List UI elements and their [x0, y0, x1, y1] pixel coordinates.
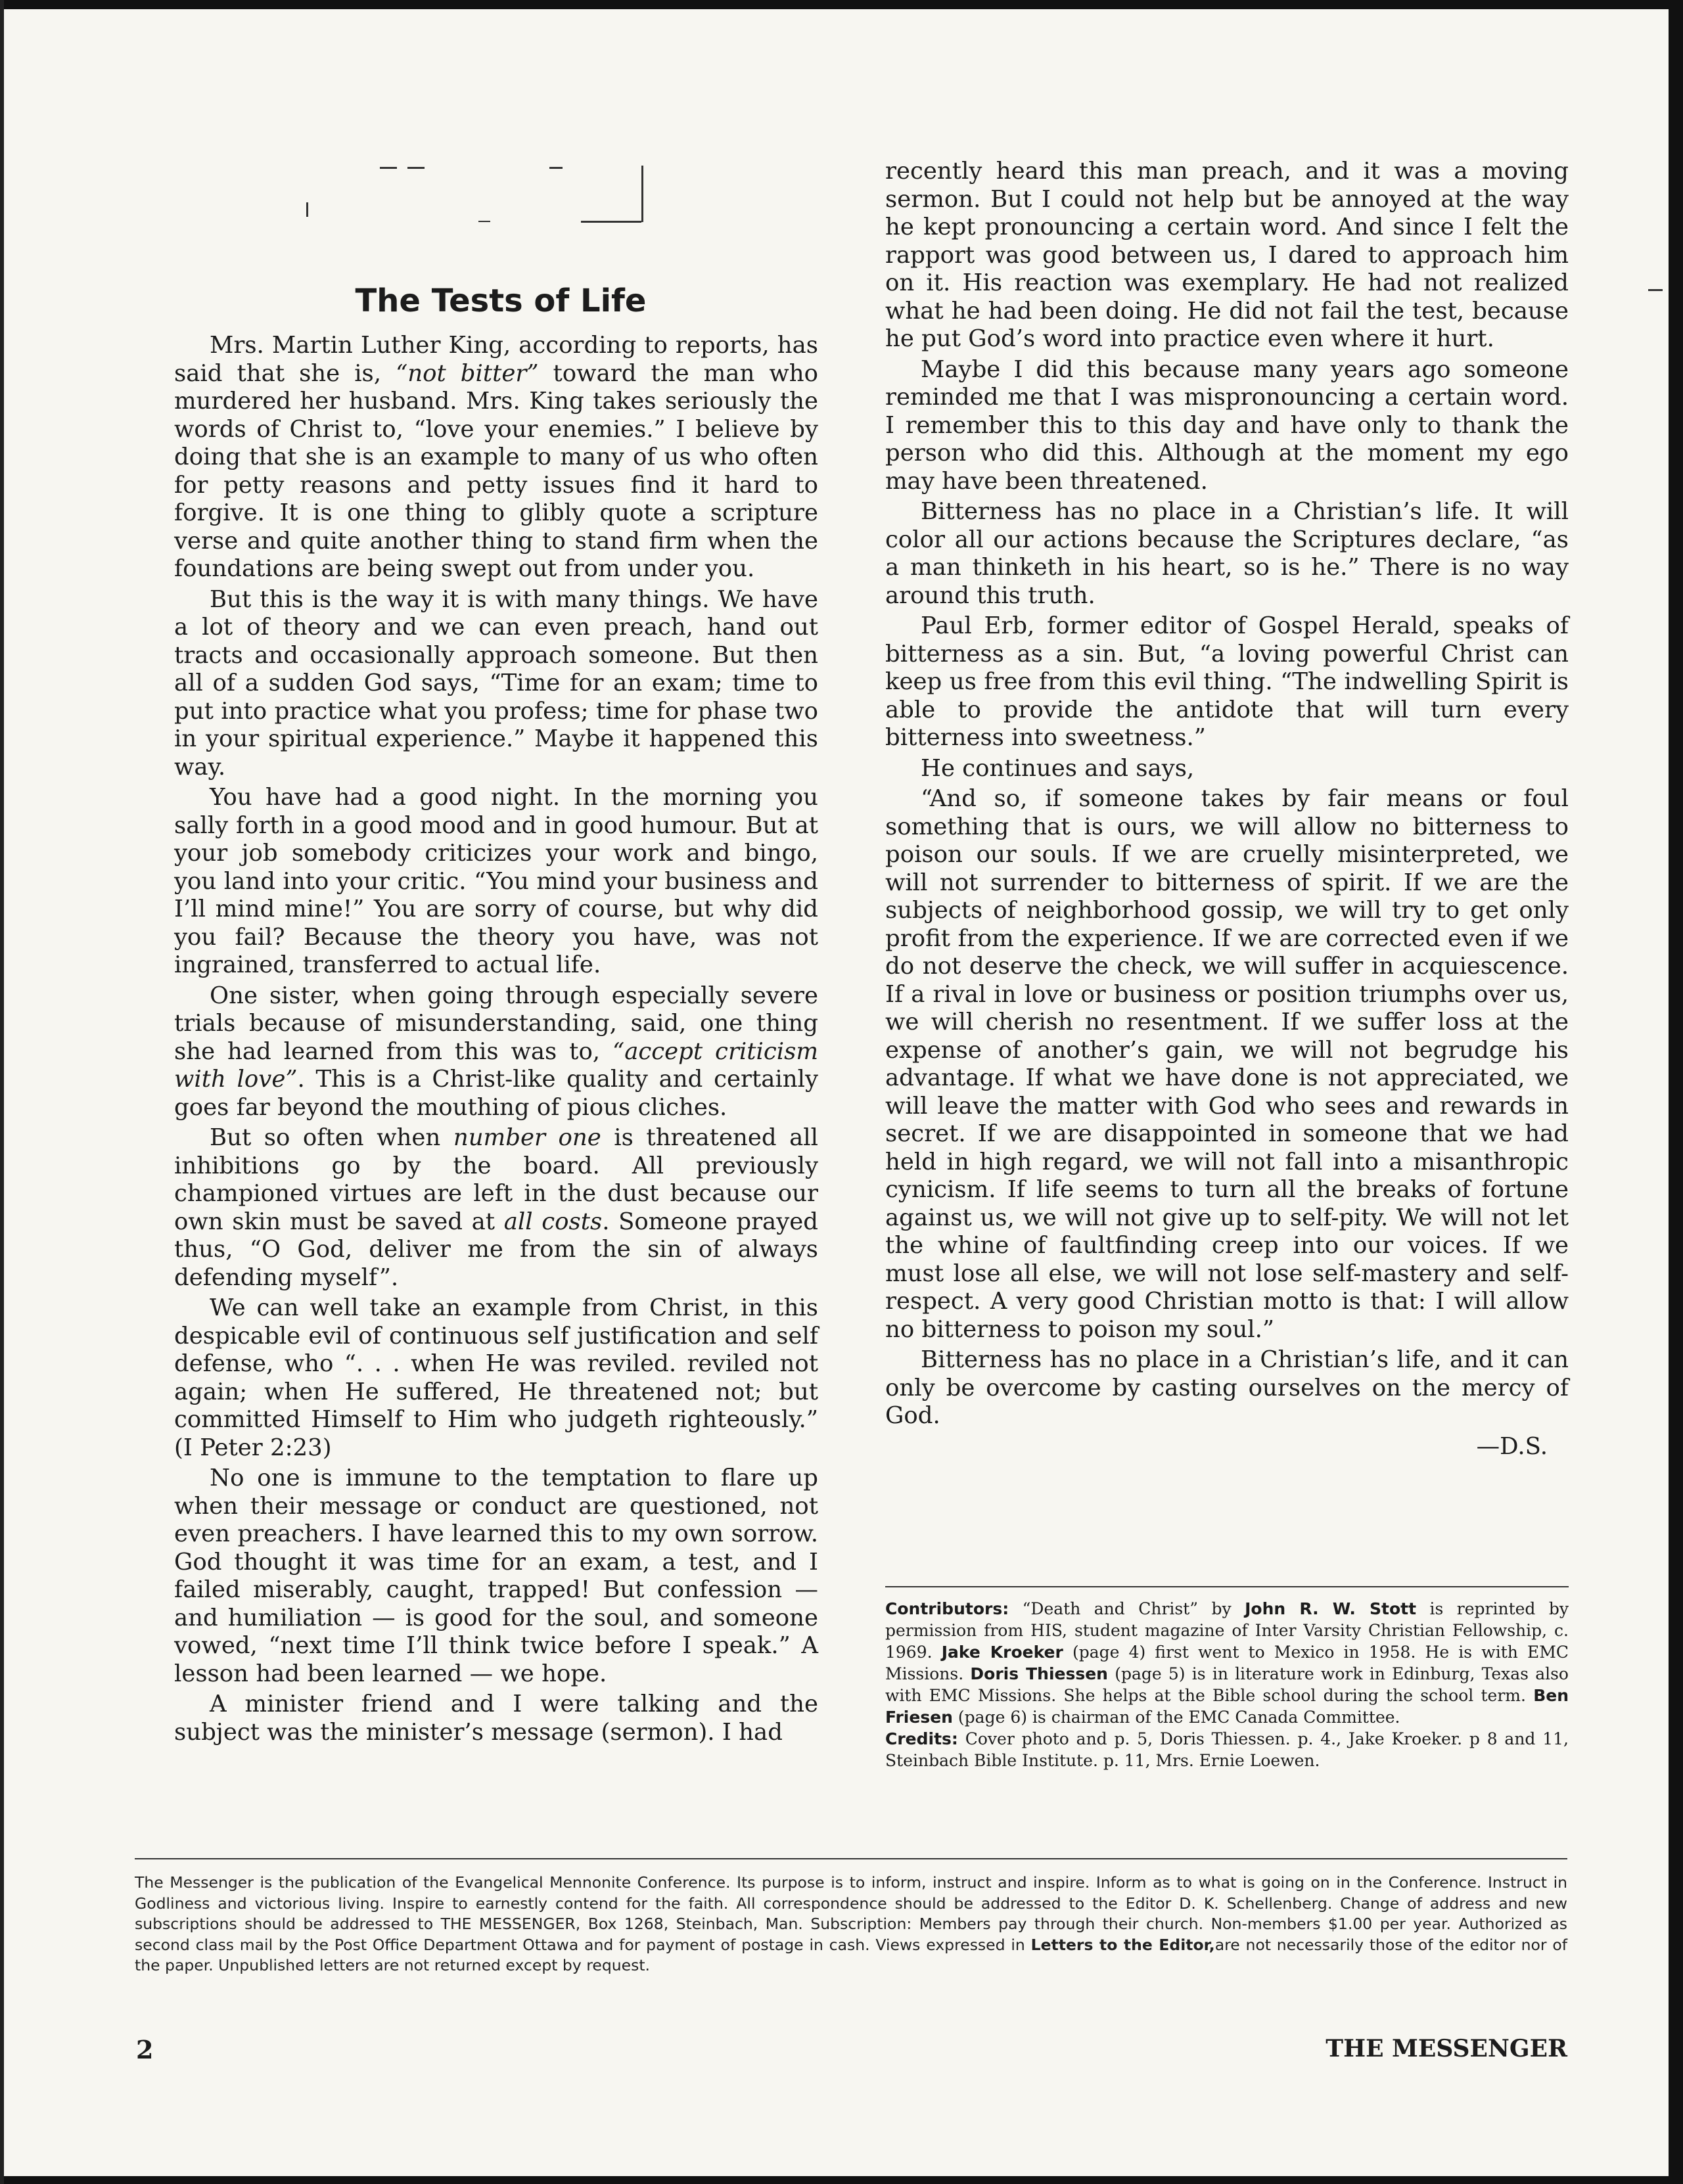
publication-footer	[135, 1873, 1567, 1976]
block-quote	[885, 785, 1569, 1344]
article-paragraph: recently heard this man preach, and it was a moving sermon. But I could not help but be annoyed at the way he kept pronouncing a certain word. And since I felt the rapport was good between us, I dared to approach him on it. His reaction was exemplary. He had not realized what he had been doing. He did not fail the test, because he put God’s word into practice even where it hurt.	[885, 158, 1569, 352]
scan-mark	[1648, 289, 1663, 291]
article-paragraph: One sister, when going through especially severe trials because of misunderstanding, said, one thing she had learned from this was to, “accept criticism with love”. This is a Christ-like quality and certainly goes far beyond the mouthing of pious cliches.	[174, 982, 819, 1121]
notes-divider	[885, 1586, 1569, 1587]
masthead-text: The Messenger is the publication of the Evangelical Mennonite Conference. Its purpose is to inform, instruct and inspire. Inform as to what is going on in the Conference. Instruct in Godliness and victorious living. Inspire to earnestly contend for the faith. All correspondence should be addressed to the Editor D. K. Schellenberg. Change of address and new subscriptions should be addressed to THE MESSENGER, Box 1268, Steinbach, Man. Subscription: Members pay through their church. Non-members $1.00 per year. Authorized as second class mail by the Post Office Department Ottawa and for payment of postage in cash. Views expressed in Letters to the Editor,are not necessarily those of the editor nor of the paper. Unpublished letters are not returned except by request.	[135, 1873, 1567, 1974]
article-title: The Tests of Life	[355, 283, 647, 319]
scan-mark	[306, 202, 308, 217]
article-paragraph: Bitterness has no place in a Christian’s life. It will color all our actions because the Scriptures declare, “as a man thinketh in his heart, so is he.” There is no way around this truth.	[885, 498, 1569, 609]
page-number: 2	[136, 2035, 154, 2064]
article-paragraph: No one is immune to the temptation to flare up when their message or conduct are questioned, not even preachers. I have learned this to my own sorrow. God thought it was time for an exam, a test, and I failed miserably, caught, trapped! But confession — and humiliation — is good for the soul, and someone vowed, “next time I’ll think twice before I speak.” A lesson had been learned — we hope.	[174, 1465, 818, 1687]
article-left-column	[174, 332, 818, 1749]
article-paragraph: Mrs. Martin Luther King, according to reports, has said that she is, “not bitter” toward the man who murdered her husband. Mrs. King takes seriously the words of Christ to, “love your enemies.” I believe by doing that she is an example to many of us who often for petty reasons and petty issues find it hard to forgive. It is one thing to glibly quote a scripture verse and quite another thing to stand firm when the foundations are being swept out from under you.	[174, 332, 818, 582]
contributors-note: Contributors: “Death and Christ” by John R. W. Stott is reprinted by permission from HIS, student magazine of Inter Varsity Christian Fellowship, c. 1969. Jake Kroeker (page 4) first went to Mexico in 1958. He is with EMC Missions. Doris Thiessen (page 5) is in literature work in Edinburg, Texas also with EMC Missions. She helps at the Bible school during the school term. Ben Friesen (page 6) is chairman of the EMC Canada Committee.	[885, 1599, 1569, 1727]
scan-border-right	[1669, 0, 1683, 2184]
scan-border-bottom	[0, 2176, 1683, 2184]
contributors-credits	[885, 1598, 1569, 1771]
article-paragraph: Maybe I did this because many years ago someone reminded me that I was mispronouncing a certain word. I remember this to this day and have only to thank the person who did this. Although at the moment my ego may have been threatened.	[885, 355, 1569, 495]
scan-mark	[478, 221, 490, 222]
scan-border-top	[0, 0, 1683, 9]
article-right-column	[885, 158, 1569, 1463]
article-paragraph: We can well take an example from Christ, in this despicable evil of continuous self justification and self defense, who “. . . when He was reviled. reviled not again; when He suffered, He threatened not; but committed Himself to Him who judgeth righteously.” (I Peter 2:23)	[174, 1294, 818, 1461]
article-paragraph: But so often when number one is threatened all inhibitions go by the board. All previously championed virtues are left in the dust because our own skin must be saved at all costs. Someone prayed thus, “O God, deliver me from the sin of always defending myself”.	[174, 1124, 819, 1291]
publication-name: THE MESSENGER	[1326, 2035, 1567, 2062]
article-paragraph: He continues and says,	[921, 754, 1195, 782]
article-paragraph: Paul Erb, former editor of Gospel Herald, speaks of bitterness as a sin. But, “a loving powerful Christ can keep us free from this evil thing. “The indwelling Spirit is able to provide the antidote that will turn every bitterness into sweetness.”	[885, 612, 1569, 751]
scan-mark	[380, 167, 397, 169]
quote-text: “And so, if someone takes by fair means or foul something that is ours, we will allow no bitterness to poison our souls. If we are cruelly misinterpreted, we will not surrender to bitterness of spirit. If we are the subjects of neighborhood gossip, we will try to get only profit from the experience. If we are corrected even if we do not deserve the check, we will suffer in acquiescence. If a rival in love or business or position triumphs over us, we will cherish no resentment. If we suffer loss at the expense of another’s gain, we will not begrudge his advantage. If what we have done is not appreciated, we will leave the matter with God who sees and rewards in secret. If we are disappointed in someone that we had held in high regard, we will not fall into a misanthropic cynicism. If life seems to turn all the breaks of fortune against us, we will not give up to self-pity. We will not let the whine of faultfinding creep into our voices. If we must lose all else, we will not lose self-mastery and self-respect. A very good Christian motto is that: I will allow no bitterness to poison my soul.”	[885, 785, 1569, 1343]
article-paragraph: You have had a good night. In the morning you sally forth in a good mood and in good humour. But at your job somebody criticizes your work and bingo, you land into your critic. “You mind your business and I’ll mind mine!” You are sorry of course, but why did you fail? Because the theory you have, was not ingrained, transferred to actual life.	[174, 784, 818, 978]
scan-border-left	[0, 0, 4, 2184]
scan-mark	[641, 166, 643, 222]
article-paragraph: But this is the way it is with many things. We have a lot of theory and we can even preach, hand out tracts and occasionally approach someone. But then all of a sudden God says, “Time for an exam; time to put into practice what you profess; time for phase two in your spiritual experience.” Maybe it happened this way.	[174, 585, 818, 781]
article-paragraph: A minister friend and I were talking and the subject was the minister’s message (sermon). I had	[174, 1691, 818, 1746]
credits-note: Credits: Cover photo and p. 5, Doris Thiessen. p. 4., Jake Kroeker. p 8 and 11, Steinbach Bible Institute. p. 11, Mrs. Ernie Loewen.	[885, 1729, 1569, 1770]
footer-divider	[135, 1858, 1567, 1859]
scan-mark	[549, 167, 563, 169]
closing-paragraph: Bitterness has no place in a Christian’s life, and it can only be overcome by casting ourselves on the mercy of God.	[885, 1346, 1569, 1429]
author-signature: —D.S.	[1476, 1432, 1548, 1460]
scan-mark	[407, 167, 425, 169]
scan-mark	[581, 221, 641, 223]
